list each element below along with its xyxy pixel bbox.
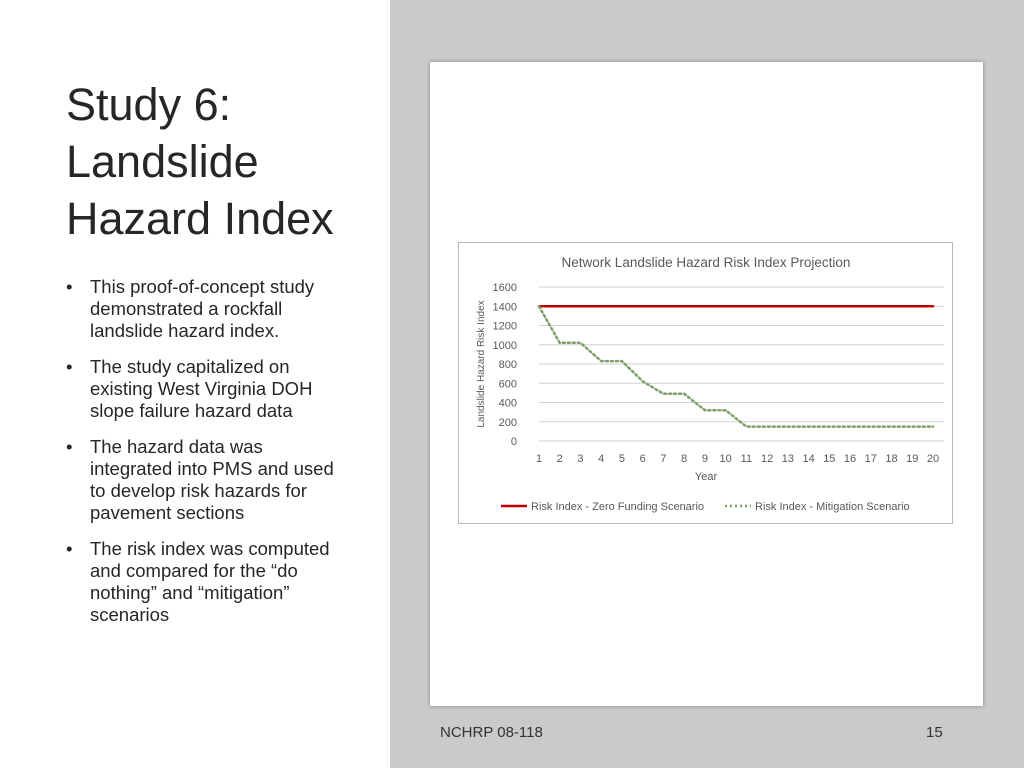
x-axis-label: Year xyxy=(694,471,718,483)
x-tick-label: 11 xyxy=(740,453,753,465)
x-tick-label: 19 xyxy=(906,453,919,465)
bullet-text: The hazard data was integrated into PMS and used to develop risk hazards for pavement sections xyxy=(90,436,334,523)
series-line-mitigation xyxy=(539,306,933,426)
slide-title-line: Landslide xyxy=(66,136,259,187)
x-tick-label: 6 xyxy=(639,453,646,465)
y-tick-label: 1600 xyxy=(492,282,517,294)
slide-title-line: Study 6: xyxy=(66,79,232,130)
x-tick-label: 18 xyxy=(885,453,898,465)
x-tick-label: 20 xyxy=(926,453,940,465)
bullet-glyph: • xyxy=(66,356,73,377)
x-tick-label: 15 xyxy=(823,453,836,465)
y-tick-label: 1200 xyxy=(492,320,517,333)
x-tick-label: 14 xyxy=(802,453,815,465)
y-tick-label: 600 xyxy=(498,378,517,391)
bullet-list xyxy=(66,276,346,640)
x-tick-label: 2 xyxy=(556,453,563,465)
y-tick-label: 1400 xyxy=(492,301,517,314)
bullet-item xyxy=(66,538,346,626)
y-tick-label: 0 xyxy=(510,436,517,448)
x-tick-label: 17 xyxy=(864,453,877,465)
y-tick-label: 400 xyxy=(498,397,517,410)
x-tick-label: 3 xyxy=(577,453,584,465)
x-tick-label: 10 xyxy=(719,453,732,465)
bullet-text: This proof-of-concept study demonstrated a rockfall landslide hazard index. xyxy=(90,276,315,341)
y-tick-label: 1000 xyxy=(492,339,517,352)
x-tick-label: 9 xyxy=(701,453,708,465)
bullet-item xyxy=(66,276,346,342)
bullet-glyph: • xyxy=(66,538,73,559)
legend-label: Risk Index - Mitigation Scenario xyxy=(755,501,910,513)
bullet-text: The risk index was computed and compared for the “do nothing” and “mitigation” scenarios xyxy=(90,538,330,625)
slide-title-line: Hazard Index xyxy=(66,193,334,244)
slide-title xyxy=(66,76,376,247)
bullet-text: The study capitalized on existing West Virginia DOH slope failure hazard data xyxy=(90,356,313,421)
line-chart xyxy=(459,243,954,525)
x-tick-label: 12 xyxy=(760,453,774,465)
legend-label: Risk Index - Zero Funding Scenario xyxy=(531,501,705,513)
x-tick-label: 7 xyxy=(660,453,667,465)
chart-container xyxy=(458,242,953,524)
bullet-glyph: • xyxy=(66,276,73,297)
x-tick-label: 5 xyxy=(618,453,626,465)
bullet-item xyxy=(66,356,346,422)
y-tick-label: 200 xyxy=(498,416,517,429)
chart-title: Network Landslide Hazard Risk Index Projection xyxy=(561,255,851,270)
x-tick-label: 4 xyxy=(598,453,605,465)
y-axis-label: Landslide Hazard Risk Index xyxy=(476,300,487,428)
x-tick-label: 8 xyxy=(681,453,688,465)
bullet-item xyxy=(66,436,346,524)
x-tick-label: 16 xyxy=(843,453,857,465)
x-tick-label: 13 xyxy=(781,453,794,465)
y-tick-label: 800 xyxy=(498,359,517,371)
x-tick-label: 1 xyxy=(535,453,543,465)
footer-label: NCHRP 08-118 xyxy=(440,724,543,741)
page-number: 15 xyxy=(926,724,943,741)
bullet-glyph: • xyxy=(66,436,73,457)
